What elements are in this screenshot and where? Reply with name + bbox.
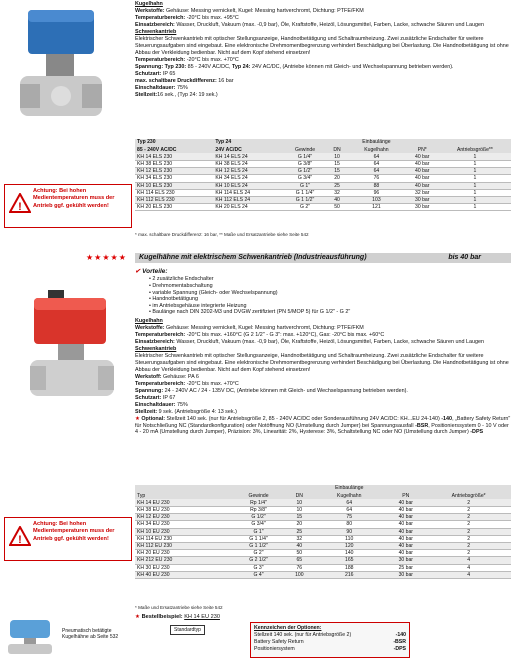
- table-cell: KH 112 EU 230: [135, 543, 223, 550]
- table-header-row: Typ 230 Typ 24 Einbaulänge: [135, 139, 511, 146]
- table-cell: 25 bar: [385, 564, 426, 571]
- table-cell: G 2": [283, 204, 326, 211]
- table-cell: [223, 557, 232, 564]
- pneumatic-valve-thumbnail: [4, 618, 56, 656]
- temperature-warning-box: ! Achtung: Bei hohen Medientemperaturen muss der Antrieb ggf. gekühlt werden!: [4, 517, 132, 561]
- table-cell: 2: [426, 521, 511, 528]
- table-cell: [223, 535, 232, 542]
- table-cell: KH 112 ELS 230: [135, 197, 213, 204]
- table-cell: 110: [313, 535, 385, 542]
- table1-footnote: * max. schaltbare Druckdifferenz: 16 bar, ** Maße und Ersatzantriebe siehe Seite 542: [135, 232, 309, 237]
- table-cell: KH 38 ELS 230: [135, 161, 213, 168]
- table-cell: KH 34 ELS 230: [135, 175, 213, 182]
- table-cell: 76: [285, 564, 313, 571]
- table-cell: 1: [439, 175, 511, 182]
- table-cell: 2: [426, 543, 511, 550]
- table-cell: 64: [347, 168, 405, 175]
- table-cell: KH 20 EU 230: [135, 550, 223, 557]
- table-cell: 15: [327, 168, 347, 175]
- table-cell: 4: [426, 571, 511, 578]
- table-cell: 100: [285, 571, 313, 578]
- table-row: [135, 189, 511, 196]
- table-cell: 40 bar: [385, 528, 426, 535]
- table-cell: KH 12 ELS 230: [135, 168, 213, 175]
- advantages-list: [135, 276, 511, 316]
- rating-stars: ★★★★★: [86, 253, 127, 262]
- table-cell: KH 212 EU 230: [135, 557, 223, 564]
- section1-description: Kugelhahn Werkstoffe: Gehäuse: Messing vernickelt, Kugel: Messing hartverchromt, Dichtung: PTFE/FKM Temperaturbereich: -20°C bis max. +95°C Einsatzbereich: Wasser, Druckluft, Vakuum (max. -0,9 bar), Öle, Kraftstoffe, Heizöl, Lösungsmittel, Farben, Lacke, schwache Säuren und Laugen Schwenkantrieb Elektrischer Schwenkantrieb mit optischer Stellungsanzeige, Handnotbetätigung und Schaltraumheizung. Zwei zusätzliche Endschalter für weitere Steuerungsaufgaben sind eingebaut. Eine elektronische Drehmomentbegrenzung verhindert Beschädigung bei Überlastung. Die Handnotbetätigung ist ohne Abbau der Verkleidung bedienbar. Nicht auf dem Kopf stehend einsetzen! Temperaturbereich: -20°C bis max. +70°C Spannung: Typ 230: 85 - 240V AC/DC, Typ 24: 24V AC/DC, (Antriebe können mit Gleich- und Wechselspannung betrieben werden). Schutzart: IP 65 max. schaltbare Druckdifferenz: 16 bar Einschaltdauer: 75% Stellzeit:16 sek., (Typ 24: 19 sek.): [135, 1, 509, 99]
- electric-ball-valve-image: [6, 4, 116, 144]
- order-example: ★ Bestellbeispiel: KH 14 EU 230: [135, 614, 220, 620]
- table-cell: 4: [426, 564, 511, 571]
- table-cell: KH 112 ELS 24: [213, 197, 283, 204]
- table-cell: [223, 550, 232, 557]
- table-cell: 188: [313, 564, 385, 571]
- table-cell: 40 bar: [385, 507, 426, 514]
- table-row: [135, 153, 511, 160]
- table-row: [135, 175, 511, 182]
- table-row: [135, 557, 511, 564]
- eu-product-table: [135, 485, 511, 579]
- table-cell: KH 10 EU 230: [135, 528, 223, 535]
- table-row: [135, 168, 511, 175]
- table-cell: KH 14 ELS 230: [135, 153, 213, 160]
- table-header-row: 85 - 240V AC/DC 24V AC/DC Gewinde DN Kugelhahn PN* Antriebsgröße**: [135, 146, 511, 153]
- table-cell: KH 20 ELS 24: [213, 204, 283, 211]
- table-cell: 30 bar: [406, 204, 439, 211]
- table-cell: 40 bar: [385, 514, 426, 521]
- table-cell: 40 bar: [406, 153, 439, 160]
- table-cell: 32: [327, 189, 347, 196]
- table-cell: G 3": [232, 564, 286, 571]
- table-cell: G 1/2": [283, 168, 326, 175]
- table-row: [135, 197, 511, 204]
- table-cell: 40 bar: [406, 161, 439, 168]
- table-cell: G 3/8": [283, 161, 326, 168]
- table-cell: G 2 1/2": [232, 557, 286, 564]
- list-item: • Handnotbetätigung: [149, 296, 198, 303]
- section-title: Kugelhähne mit elektrischem Schwenkantrieb (Industrieausführung): [139, 254, 367, 261]
- table-cell: [223, 499, 232, 506]
- warning-icon: [9, 193, 31, 213]
- table-cell: KH 12 ELS 24: [213, 168, 283, 175]
- table-cell: 15: [285, 514, 313, 521]
- table-cell: 216: [313, 571, 385, 578]
- list-item: • Drehmomentabschaltung: [149, 282, 213, 289]
- table-cell: 1: [439, 168, 511, 175]
- table-cell: KH 38 EU 230: [135, 507, 223, 514]
- table-cell: 1: [439, 182, 511, 189]
- list-item: • variable Spannung (Gleich- oder Wechselspannung): [149, 289, 278, 296]
- list-item: • im Antriebsgehäuse integrierte Heizung: [149, 302, 247, 309]
- table-cell: 20: [285, 521, 313, 528]
- table-cell: G 3/4": [283, 175, 326, 182]
- table-cell: 40 bar: [385, 535, 426, 542]
- table2-footnote: * Maße und Ersatzantriebe siehe Seite 542: [135, 605, 223, 610]
- table-cell: 40 bar: [406, 182, 439, 189]
- table-cell: [223, 528, 232, 535]
- table-cell: 64: [313, 507, 385, 514]
- table-cell: KH 20 ELS 230: [135, 204, 213, 211]
- table-cell: G 1": [283, 182, 326, 189]
- options-code-box: Kennzeichen der Optionen: Stellzeit 140 sek. (nur für Antriebsgröße 2) -140 Battery Safety Return -BSR Positioniersystem -DPS: [250, 622, 410, 658]
- table-cell: 64: [347, 161, 405, 168]
- table-cell: KH 34 ELS 24: [213, 175, 283, 182]
- table-cell: 90: [313, 528, 385, 535]
- table-row: [135, 535, 511, 542]
- table-cell: 20: [327, 175, 347, 182]
- table-row: [135, 161, 511, 168]
- table-cell: [223, 571, 232, 578]
- table-cell: 2: [426, 514, 511, 521]
- table-cell: Rp 1/4": [232, 499, 286, 506]
- table-cell: 40 bar: [406, 168, 439, 175]
- check-icon: ✔: [135, 268, 141, 275]
- warning-icon: [9, 526, 31, 546]
- table-cell: 96: [347, 189, 405, 196]
- table-cell: 2: [426, 528, 511, 535]
- star-icon: ★: [135, 416, 140, 423]
- table-row: [135, 550, 511, 557]
- table-cell: 40: [285, 543, 313, 550]
- els-product-table: [135, 139, 511, 211]
- star-icon: ★: [135, 614, 141, 620]
- table-cell: [223, 521, 232, 528]
- table-cell: 80: [313, 521, 385, 528]
- table-cell: G 1/2": [232, 514, 286, 521]
- table-cell: 2: [426, 507, 511, 514]
- table-cell: 103: [347, 197, 405, 204]
- list-item: • 2 zusätzliche Endschalter: [149, 276, 214, 283]
- table-cell: KH 34 EU 230: [135, 521, 223, 528]
- table-cell: KH 114 ELS 24: [213, 189, 283, 196]
- table-cell: 40: [327, 197, 347, 204]
- section-pressure: bis 40 bar: [448, 254, 481, 261]
- table-cell: 1: [439, 204, 511, 211]
- table-cell: 10: [285, 507, 313, 514]
- section2-description: ✔ Vorteile: • 2 zusätzliche Endschalter • Drehmomentabschaltung • variable Spannung (Gleich- oder Wechselspannung) • Handnotbetätigung • im Antriebsgehäuse integrierte Heizung • Baulänge nach DIN 3202-M3 und DVGW zertifiziert (PN 5/MOP 5) für G 1/2" - G 2" Kugelhahn Werkstoffe: Gehäuse: Messing vernickelt, Kugel: Messing hartverchromt, Dichtung: PTFE/FKM Temperaturbereich: -20°C bis max. +160°C (G 2 1/2" - G 3": max. +120°C), Gas: -20°C bis max. +60°C Einsatzbereich: Wasser, Druckluft, Vakuum (max. -0,9 bar), Öle, Kraftstoffe, Heizöl, Lösungsmittel, Farben, Lacke, schwache Säuren und Laugen Schwenkantrieb Elektrischer Schwenkantrieb mit optischer Stellungsanzeige, Handnotbetätigung und Schaltraumheizung. Zwei zusätzliche Endschalter für weitere Steuerungsaufgaben sind eingebaut. Eine elektronische Drehmomentbegrenzung verhindert Beschädigung bei Überlastung. Die Handnotbetätigung ist ohne Abbau der Verkleidung bedienbar. Nicht auf dem Kopf stehend einsetzen! Werkstoff: Gehäuse: PA 6 Temperaturbereich: -20°C bis max. +70°C Spannung: 24 - 240V AC / 24 - 135V DC, (Antriebe können mit Gleich- und Wechselspannung betrieben werden). Schutzart: IP 67 Einschaltdauer: 75% Stellzeit: 9 sek. (Antriebsgröße 4: 13 sek.) ★ Optional: Stellzeit 140 sek. (nur für Antriebsgröße 2, 85 - 240V AC/DC oder Sonderausführung 24V AC/DC: KH...EU 24-140) -140, „Battery Safety Return" für Notschließung NC (Standardkonfiguration) oder Notöffnung NO (Umstellung durch Jumper) bei Spannungsausfall -BSR, Positionierssystem 0 - 10 V oder 4 - 20 mA (Umstellung durch Jumper), Präzision: 3%, Linearität: 2%, Hysterese: 3%, Schaltstellung NC oder NO (Umstellung durch Jumper) -DPS: [135, 268, 511, 436]
- table-cell: [223, 564, 232, 571]
- table-header-row: Einbaulänge: [135, 485, 511, 492]
- table-cell: KH 14 EU 230: [135, 499, 223, 506]
- table-cell: KH 40 EU 230: [135, 571, 223, 578]
- table-cell: 64: [313, 499, 385, 506]
- list-item: • Baulänge nach DIN 3202-M3 und DVGW zertifiziert (PN 5/MOP 5) für G 1/2" - G 2": [149, 309, 351, 316]
- table-row: [135, 571, 511, 578]
- table-cell: 15: [327, 161, 347, 168]
- table-row: [135, 204, 511, 211]
- table-cell: 32: [285, 535, 313, 542]
- table-cell: 10: [285, 499, 313, 506]
- table-cell: 120: [313, 543, 385, 550]
- table-row: [135, 182, 511, 189]
- table-cell: G 1": [232, 528, 286, 535]
- table-cell: KH 10 ELS 24: [213, 182, 283, 189]
- table-cell: 40 bar: [385, 543, 426, 550]
- table-cell: 40 bar: [385, 550, 426, 557]
- table-cell: KH 38 ELS 24: [213, 161, 283, 168]
- table-cell: 1: [439, 153, 511, 160]
- table-cell: 165: [313, 557, 385, 564]
- table-cell: KH 30 EU 230: [135, 564, 223, 571]
- table-cell: G 1 1/2": [283, 197, 326, 204]
- table-cell: G 4": [232, 571, 286, 578]
- table-row: [135, 564, 511, 571]
- table-cell: 2: [426, 535, 511, 542]
- table-cell: 30 bar: [385, 557, 426, 564]
- table-row: [135, 521, 511, 528]
- svg-text:!: !: [18, 201, 22, 213]
- table-cell: KH 114 ELS 230: [135, 189, 213, 196]
- table-row: [135, 543, 511, 550]
- table-cell: 50: [327, 204, 347, 211]
- table-cell: G 1 1/2": [232, 543, 286, 550]
- section-heading-bar: [135, 253, 511, 263]
- table-cell: 25: [327, 182, 347, 189]
- table-cell: 30 bar: [406, 197, 439, 204]
- table-cell: 4: [426, 557, 511, 564]
- standard-type-label: Standardtyp: [170, 625, 205, 635]
- table-cell: 75: [313, 514, 385, 521]
- table-row: [135, 507, 511, 514]
- table-cell: 1: [439, 189, 511, 196]
- table-header-row: Typ Gewinde DN Kugelhahn PN Antriebsgröße*: [135, 492, 511, 499]
- table-row: [135, 528, 511, 535]
- table-cell: 40 bar: [385, 521, 426, 528]
- table-cell: Rp 3/8": [232, 507, 286, 514]
- table-cell: G 3/4": [232, 521, 286, 528]
- table-cell: [223, 507, 232, 514]
- table-row: [135, 514, 511, 521]
- temperature-warning-box: ! Achtung: Bei hohen Medientemperaturen muss der Antrieb ggf. gekühlt werden!: [4, 184, 132, 228]
- table-cell: 40 bar: [406, 175, 439, 182]
- table-cell: G 2": [232, 550, 286, 557]
- industrial-ball-valve-image: [22, 286, 122, 406]
- table-cell: 10: [327, 153, 347, 160]
- table-cell: [223, 543, 232, 550]
- table-cell: 64: [347, 153, 405, 160]
- table-cell: 1: [439, 161, 511, 168]
- table-cell: 65: [285, 557, 313, 564]
- table-cell: 50: [285, 550, 313, 557]
- table-cell: KH 10 ELS 230: [135, 182, 213, 189]
- table-cell: KH 114 EU 230: [135, 535, 223, 542]
- table-cell: 1: [439, 197, 511, 204]
- table-cell: 2: [426, 499, 511, 506]
- table-cell: KH 14 ELS 24: [213, 153, 283, 160]
- svg-text:!: !: [18, 534, 22, 546]
- table-cell: 32 bar: [406, 189, 439, 196]
- table-cell: 88: [347, 182, 405, 189]
- table-cell: 121: [347, 204, 405, 211]
- table-cell: [223, 514, 232, 521]
- table-cell: KH 12 EU 230: [135, 514, 223, 521]
- table-cell: 140: [313, 550, 385, 557]
- table-cell: G 1 1/4": [283, 189, 326, 196]
- table-cell: 30 bar: [385, 571, 426, 578]
- pneumatic-reference[interactable]: Pneumatisch betätigte Kugelhähne ab Seite 532: [62, 628, 119, 641]
- table-cell: 40 bar: [385, 499, 426, 506]
- table-cell: 25: [285, 528, 313, 535]
- table-cell: G 1/4": [283, 153, 326, 160]
- table-cell: 2: [426, 550, 511, 557]
- table-cell: G 1 1/4": [232, 535, 286, 542]
- table-cell: 76: [347, 175, 405, 182]
- table-row: [135, 499, 511, 506]
